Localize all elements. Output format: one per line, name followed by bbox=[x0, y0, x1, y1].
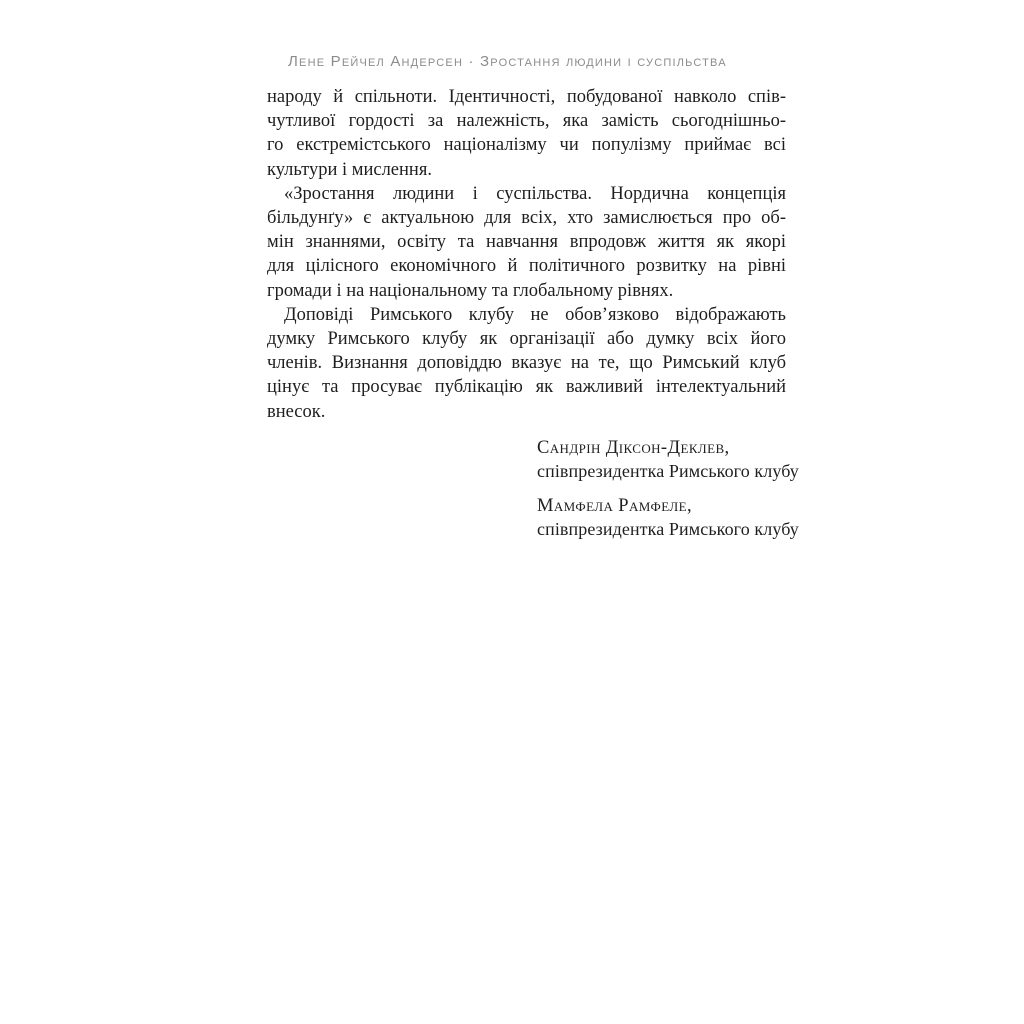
signatory-role: співпрезидентка Римського клубу bbox=[537, 519, 799, 539]
text-line: го екстремістського націоналізму чи популізму приймає всі bbox=[267, 135, 786, 156]
body-text bbox=[267, 85, 786, 424]
text-line: культури і мислення. bbox=[267, 159, 432, 180]
paragraph bbox=[267, 303, 786, 424]
text-line: для цілісного економічного й політичного розвитку на рівні bbox=[267, 256, 786, 277]
text-line: цінує та просуває публікацію як важливий інтелектуальний bbox=[267, 377, 786, 398]
signature-block bbox=[537, 495, 799, 541]
signatory-name: Сандрін Діксон-Деклев, bbox=[537, 438, 730, 458]
text-line: Доповіді Римського клубу не обов’язково відображають bbox=[284, 304, 786, 325]
paragraph bbox=[267, 85, 786, 182]
text-line: думку Римського клубу як організації або думку всіх його bbox=[267, 329, 786, 350]
text-line: внесок. bbox=[267, 401, 326, 422]
signatory-name: Мамфела Рамфеле, bbox=[537, 496, 692, 516]
running-header: Лене Рейчел Андерсен · Зростання людини і суспільства bbox=[288, 53, 727, 70]
text-line: народу й спільноти. Ідентичності, побудованої навколо спів- bbox=[267, 87, 786, 107]
text-line: чутливої гордості за належність, яка замість сьогоднішньо- bbox=[267, 111, 786, 132]
text-line: громади і на національному та глобальному рівнях. bbox=[267, 280, 674, 301]
signatory-role: співпрезидентка Римського клубу bbox=[537, 461, 799, 481]
paragraph bbox=[267, 182, 786, 303]
text-line: членів. Визнання доповіддю вказує на те, що Римський клуб bbox=[267, 353, 786, 374]
signature-block bbox=[537, 437, 799, 483]
signatures bbox=[537, 437, 799, 553]
text-line: більдунґу» є актуальною для всіх, хто замислюється про об- bbox=[267, 208, 786, 229]
text-line: «Зростання людини і суспільства. Нордична концепція bbox=[284, 183, 786, 204]
text-line: мін знаннями, освіту та навчання впродовж життя як якорі bbox=[267, 232, 786, 253]
